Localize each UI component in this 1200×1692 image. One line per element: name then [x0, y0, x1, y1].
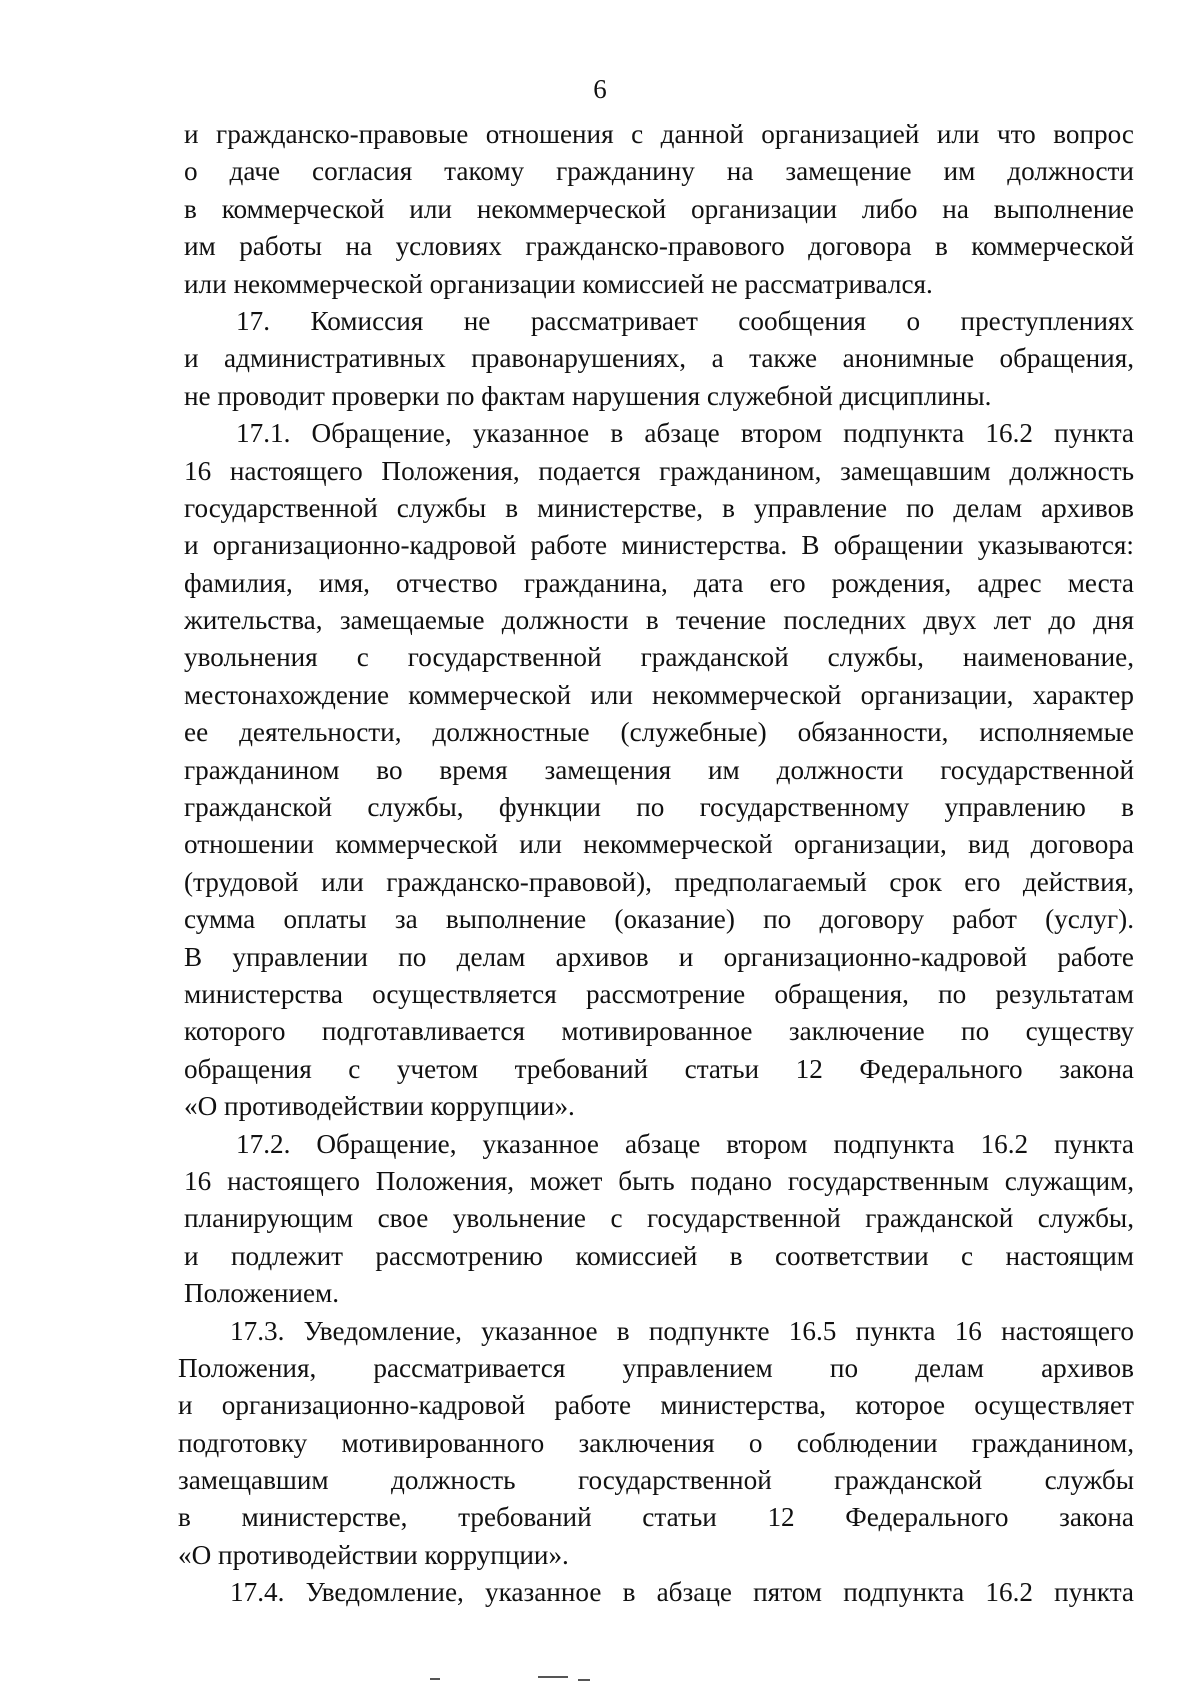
- text-line: гражданином во время замещения им должности государственной: [184, 754, 1134, 785]
- text-line: в коммерческой или некоммерческой организации либо на выполнение: [184, 193, 1134, 224]
- text-line: Положением.: [184, 1278, 340, 1309]
- text-line: 16 настоящего Положения, может быть подано государственным служащим,: [184, 1165, 1134, 1196]
- text-line: государственной службы в министерстве, в управление по делам архивов: [184, 492, 1134, 523]
- text-line: фамилия, имя, отчество гражданина, дата его рождения, адрес места: [184, 567, 1134, 598]
- text-line: и административных правонарушениях, а также анонимные обращения,: [184, 343, 1134, 374]
- text-line: о даче согласия такому гражданину на замещение им должности: [184, 156, 1134, 187]
- text-line: сумма оплаты за выполнение (оказание) по договору работ (услуг).: [184, 904, 1134, 935]
- text-line: «О противодействии коррупции».: [178, 1539, 569, 1570]
- text-line: отношении коммерческой или некоммерческой организации, вид договора: [184, 829, 1134, 860]
- text-line: 17.2. Обращение, указанное абзаце втором подпункта 16.2 пункта: [236, 1128, 1134, 1159]
- text-line: замещавшим должность государственной гражданской службы: [178, 1465, 1134, 1496]
- text-line: (трудовой или гражданско-правовой), предполагаемый срок его действия,: [184, 866, 1134, 897]
- text-line: не проводит проверки по фактам нарушения служебной дисциплины.: [184, 380, 992, 411]
- text-line: В управлении по делам архивов и организационно-кадровой работе: [184, 941, 1134, 972]
- text-line: 17.3. Уведомление, указанное в подпункте 16.5 пункта 16 настоящего: [230, 1315, 1134, 1346]
- text-line: 17.1. Обращение, указанное в абзаце втором подпункта 16.2 пункта: [236, 418, 1134, 449]
- text-line: местонахождение коммерческой или некоммерческой организации, характер: [184, 679, 1134, 710]
- text-line: «О противодействии коррупции».: [184, 1091, 575, 1122]
- text-line: 17.4. Уведомление, указанное в абзаце пятом подпункта 16.2 пункта: [230, 1577, 1134, 1608]
- text-line: увольнения с государственной гражданской службы, наименование,: [184, 642, 1134, 673]
- text-line: им работы на условиях гражданско-правового договора в коммерческой: [184, 231, 1134, 262]
- text-line: или некоммерческой организации комиссией не рассматривался.: [184, 268, 933, 299]
- text-line: и гражданско-правовые отношения с данной организацией или что вопрос: [184, 119, 1134, 149]
- document-body-text: [178, 116, 1134, 1612]
- text-line: жительства, замещаемые должности в течение последних двух лет до дня: [184, 605, 1134, 636]
- text-line: и подлежит рассмотрению комиссией в соответствии с настоящим: [184, 1240, 1134, 1271]
- text-line: планирующим свое увольнение с государственной гражданской службы,: [184, 1203, 1134, 1234]
- text-line: и организационно-кадровой работе министерства. В обращении указываются:: [184, 530, 1134, 561]
- text-line: 17. Комиссия не рассматривает сообщения о преступлениях: [236, 305, 1134, 336]
- text-line: подготовку мотивированного заключения о соблюдении гражданином,: [178, 1427, 1134, 1458]
- text-line: в министерстве, требований статьи 12 Федерального закона: [178, 1502, 1134, 1533]
- text-line: и организационно-кадровой работе министерства, которое осуществляет: [178, 1390, 1134, 1421]
- text-line: министерства осуществляется рассмотрение обращения, по результатам: [184, 978, 1134, 1009]
- text-line: гражданской службы, функции по государственному управлению в: [184, 792, 1134, 823]
- text-line: 16 настоящего Положения, подается гражданином, замещавшим должность: [184, 455, 1134, 486]
- text-line: которого подготавливается мотивированное заключение по существу: [184, 1016, 1134, 1047]
- text-line: обращения с учетом требований статьи 12 Федерального закона: [184, 1053, 1134, 1084]
- page-number: 6: [593, 74, 607, 104]
- text-line: ее деятельности, должностные (служебные) обязанности, исполняемые: [184, 717, 1134, 748]
- text-line: Положения, рассматривается управлением по делам архивов: [178, 1352, 1134, 1383]
- scan-edge-marks: [430, 1676, 730, 1686]
